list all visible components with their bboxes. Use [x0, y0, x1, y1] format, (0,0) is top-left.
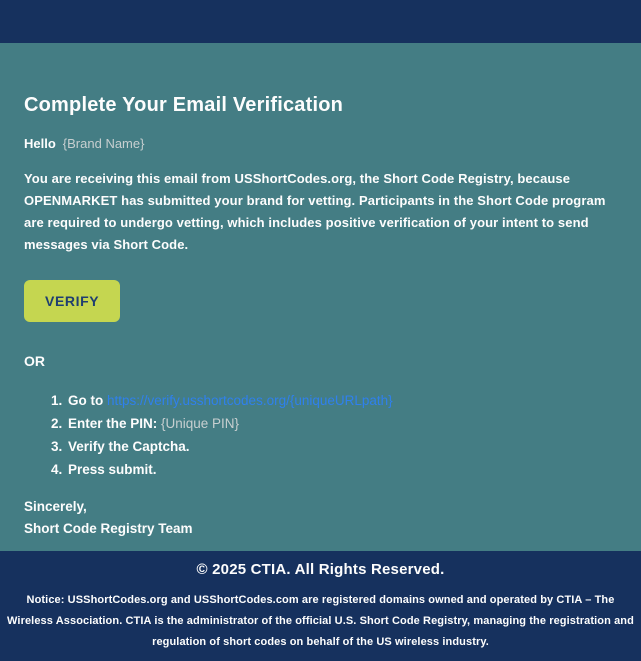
copyright-text: © 2025 CTIA. All Rights Reserved.	[196, 561, 445, 578]
verification-link[interactable]: https://verify.usshortcodes.org/{uniqueURLpath}	[107, 393, 393, 408]
legal-notice-text: Notice: USShortCodes.org and USShortCodes.com are registered domains owned and operated by CTIA – The Wireless Association. CTIA is the administrator of the official U.S. Short Code Registry, managing the registration and regulation of short codes on behalf of the US wireless industry.	[7, 594, 634, 648]
signoff	[24, 496, 617, 540]
page-title: Complete Your Email Verification	[24, 94, 344, 116]
verify-button[interactable]: VERIFY	[24, 280, 120, 322]
header-bar	[0, 0, 641, 43]
unique-pin-placeholder: {Unique PIN}	[161, 416, 240, 431]
step-press-submit	[66, 458, 617, 481]
brand-name-placeholder: {Brand Name}	[62, 136, 145, 151]
step-go-to-text: Go to	[68, 393, 107, 408]
email-body	[0, 43, 641, 551]
footer	[0, 551, 641, 661]
step-verify-captcha-text: Verify the Captcha.	[68, 439, 190, 454]
signoff-sincerely: Sincerely,	[24, 499, 87, 514]
step-press-submit-text: Press submit.	[68, 462, 157, 477]
step-enter-pin	[66, 412, 617, 435]
greeting-hello: Hello	[24, 136, 56, 151]
or-separator: OR	[24, 353, 45, 369]
steps-list	[24, 389, 617, 481]
step-go-to	[66, 389, 617, 412]
body-paragraph: You are receiving this email from USShortCodes.org, the Short Code Registry, because OPENMARKET has submitted your brand for vetting. Participants in the Short Code program are required to undergo vetting, which includes positive verification of your intent to send messages via Short Code.	[24, 171, 606, 252]
signoff-team: Short Code Registry Team	[24, 521, 193, 536]
greeting-line	[24, 136, 617, 151]
step-enter-pin-text: Enter the PIN:	[68, 416, 162, 431]
step-verify-captcha	[66, 435, 617, 458]
